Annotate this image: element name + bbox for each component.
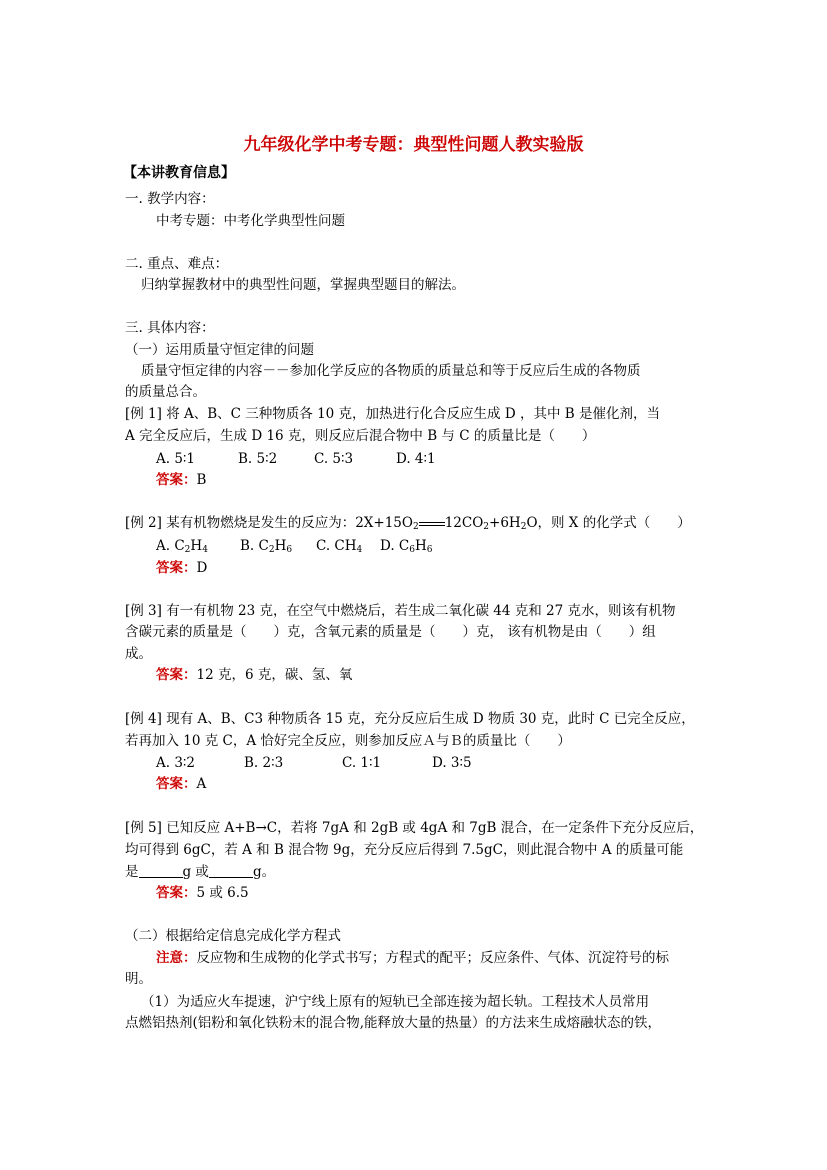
ex5-line-1-start: [例 5] 已知反应 A+B (125, 820, 256, 836)
ex5-line-2: 均可得到 6gC，若 A 和 B 混合物 9g，充分反应后得到 7.5gC，则此混合物中 A 的质量可能 (125, 842, 684, 858)
ex1-options (156, 449, 436, 469)
ex1-option-d: D. 4∶1 (396, 451, 436, 467)
ex1-option-a: A. 5∶1 (156, 451, 196, 467)
ex5-answer (156, 883, 249, 903)
s1-heading: 一. 教学内容： (125, 191, 215, 207)
ex5-text: 是 (125, 864, 139, 880)
ex1-line-2: A 完全反应后，生成 D 16 克，则反应后混合物中 B 与 C 的质量比是（ ） (125, 428, 596, 444)
ex3-line-2: 含碳元素的质量是（ ）克，含氧元素的质量是（ ）克， 该有机物是由（ ）组 (125, 624, 656, 640)
ex4-option-b: B. 2∶3 (244, 755, 284, 771)
ex1-answer (156, 470, 206, 490)
s3-heading: 三. 具体内容： (125, 320, 215, 336)
part2-note (156, 948, 669, 968)
ex2-equation-product: +6H (489, 515, 521, 531)
equals-sign-icon (419, 520, 445, 528)
ex4-answer-label: 答案： (156, 776, 197, 792)
ex4-answer (156, 774, 206, 794)
ex4-option-a: A. 3∶2 (156, 755, 196, 771)
note-label: 注意： (156, 950, 197, 966)
ex4-answer-value: A (196, 776, 207, 792)
part1-intro-2: 的质量总合。 (125, 384, 206, 400)
s2-body: 归纳掌握教材中的典型性问题，掌握典型题目的解法。 (141, 277, 465, 293)
ex2-line-1 (125, 513, 691, 533)
part2-paragraph-1: （1）为适应火车提速，沪宁线上原有的短轨已全部连接为超长轨。工程技术人员常用 (141, 994, 650, 1010)
ex1-answer-value: B (196, 472, 207, 488)
part1-intro-1: 质量守恒定律的内容－－参加化学反应的各物质的质量总和等于反应后生成的各物质 (141, 363, 641, 379)
ex5-text: g。 (252, 864, 276, 880)
ex3-answer-label: 答案： (156, 667, 197, 683)
ex5-line-1-end: C，若将 7gA 和 2gB 或 4gA 和 7gB 混合，在一定条件下充分反应后， (266, 820, 704, 836)
ex2-sub: 2 (483, 522, 490, 532)
right-arrow-icon: → (255, 820, 267, 836)
ex5-line-3 (125, 862, 275, 882)
ex2-options (156, 536, 433, 556)
ex2-option-d: D. $C_6H_6$ (380, 538, 433, 555)
s2-heading: 二. 重点、难点： (125, 256, 229, 272)
s1-body: 中考专题：中考化学典型性问题 (156, 213, 345, 229)
ex3-line-1: [例 3] 有一有机物 23 克，在空气中燃烧后，若生成二氧化碳 44 克和 27 克水，则该有机物 (125, 603, 676, 619)
section-header: 【本讲教育信息】 (123, 165, 235, 181)
ex5-answer-label: 答案： (156, 885, 197, 901)
ex2-equation-start: [例 2] 某有机物燃烧是发生的反应为：2X+15O (125, 515, 413, 531)
part2-heading: （二）根据给定信息完成化学方程式 (125, 928, 341, 944)
ex5-text: g 或 (182, 864, 209, 880)
answer-blank (209, 865, 253, 878)
ex4-option-c: C. 1∶1 (342, 755, 382, 771)
ex2-answer (156, 558, 207, 578)
ex2-option-a: A. $C_2H_4$ (156, 538, 208, 555)
ex1-answer-label: 答案： (156, 472, 197, 488)
note-text: 反应物和生成物的化学式书写；方程式的配平；反应条件、气体、沉淀符号的标 (196, 950, 669, 966)
ex2-sub: 2 (520, 522, 527, 532)
part2-paragraph-2: 点燃铝热剂(铝粉和氧化铁粉末的混合物,能释放大量的热量）的方法来生成熔融状态的铁， (125, 1015, 662, 1031)
ex2-option-c: C. $CH_4$ (316, 538, 363, 555)
ex2-option-b: B. $C_2H_6$ (240, 538, 293, 555)
answer-blank (139, 865, 183, 878)
part1-heading: （一）运用质量守恒定律的问题 (125, 342, 314, 358)
ex4-line-2: 若再加入 10 克 C，A 恰好完全反应，则参加反应Ａ与Ｂ的质量比（ ） (125, 733, 571, 749)
ex3-line-3: 成。 (125, 646, 152, 662)
ex5-answer-value: 5 或 6.5 (196, 885, 249, 901)
ex2-answer-value: D (196, 560, 208, 576)
document-title: 九年级化学中考专题：典型性问题人教实验版 (243, 135, 584, 155)
ex4-line-1: [例 4] 现有 A、B、C3 种物质各 15 克，充分反应后生成 D 物质 30 克，此时 C 已完全反应， (125, 711, 695, 727)
ex3-answer-value: 12 克，6 克，碳、氢、氧 (196, 667, 353, 683)
ex2-equation-product: 12CO (444, 515, 484, 531)
ex1-option-c: C. 5∶3 (314, 451, 354, 467)
part2-note-2: 明。 (125, 971, 152, 987)
ex4-options (156, 753, 472, 773)
ex1-line-1: [例 1] 将 A、B、C 三种物质各 10 克，加热进行化合反应生成 D ，其中 B 是催化剂，当 (125, 406, 660, 422)
ex1-option-b: B. 5∶2 (238, 451, 278, 467)
ex3-answer (156, 665, 352, 685)
ex2-equation-end: O，则 X 的化学式（ ） (526, 515, 691, 531)
ex5-line-1 (125, 818, 703, 838)
ex2-answer-label: 答案： (156, 560, 197, 576)
ex4-option-d: D. 3∶5 (432, 755, 472, 771)
ex2-sub: 2 (412, 522, 419, 532)
